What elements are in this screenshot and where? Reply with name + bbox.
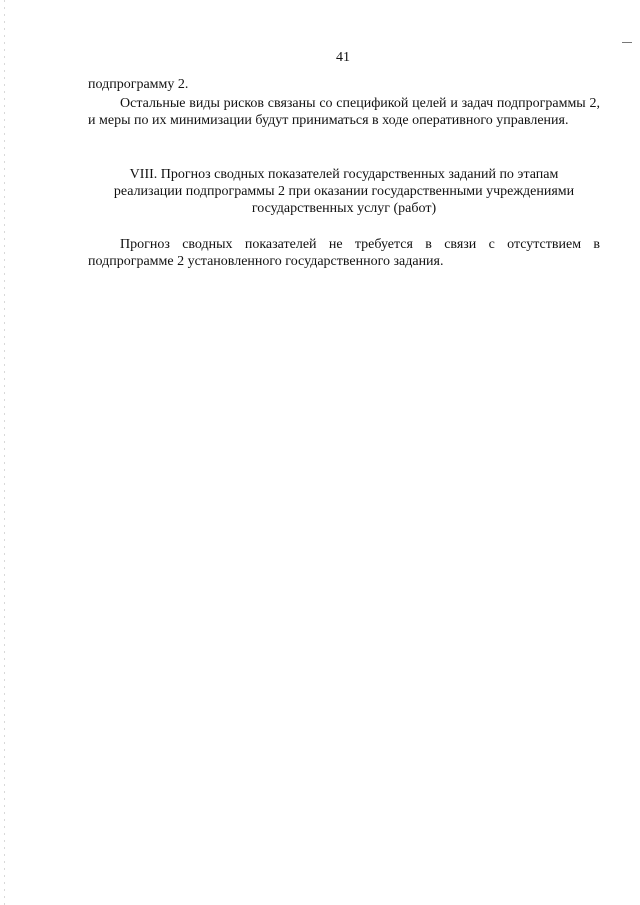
paragraph-risks <box>88 95 600 129</box>
section-heading-line-2: реализации подпрограммы 2 при оказании государственными учреждениями <box>113 184 575 199</box>
scan-edge-artifact <box>4 0 5 905</box>
section-heading-line-3: государственных услуг (работ) <box>251 201 437 216</box>
scan-mark-artifact <box>622 42 632 43</box>
section-heading <box>88 166 600 217</box>
page-number: 41 <box>336 50 350 65</box>
paragraph-risks-text: Остальные виды рисков связаны со спецификой целей и задач подпрограммы 2, и меры по их минимизации будут приниматься в ходе оперативного управления. <box>88 96 600 128</box>
continuation-text: подпрограмму 2. <box>88 77 189 92</box>
paragraph-forecast-text: Прогноз сводных показателей не требуется в связи с отсутствием в подпрограмме 2 установленного государственного задания. <box>88 237 600 269</box>
paragraph-forecast <box>88 236 600 270</box>
section-heading-line-1: VIII. Прогноз сводных показателей государственных заданий по этапам <box>129 167 559 182</box>
continuation-line <box>88 76 600 93</box>
